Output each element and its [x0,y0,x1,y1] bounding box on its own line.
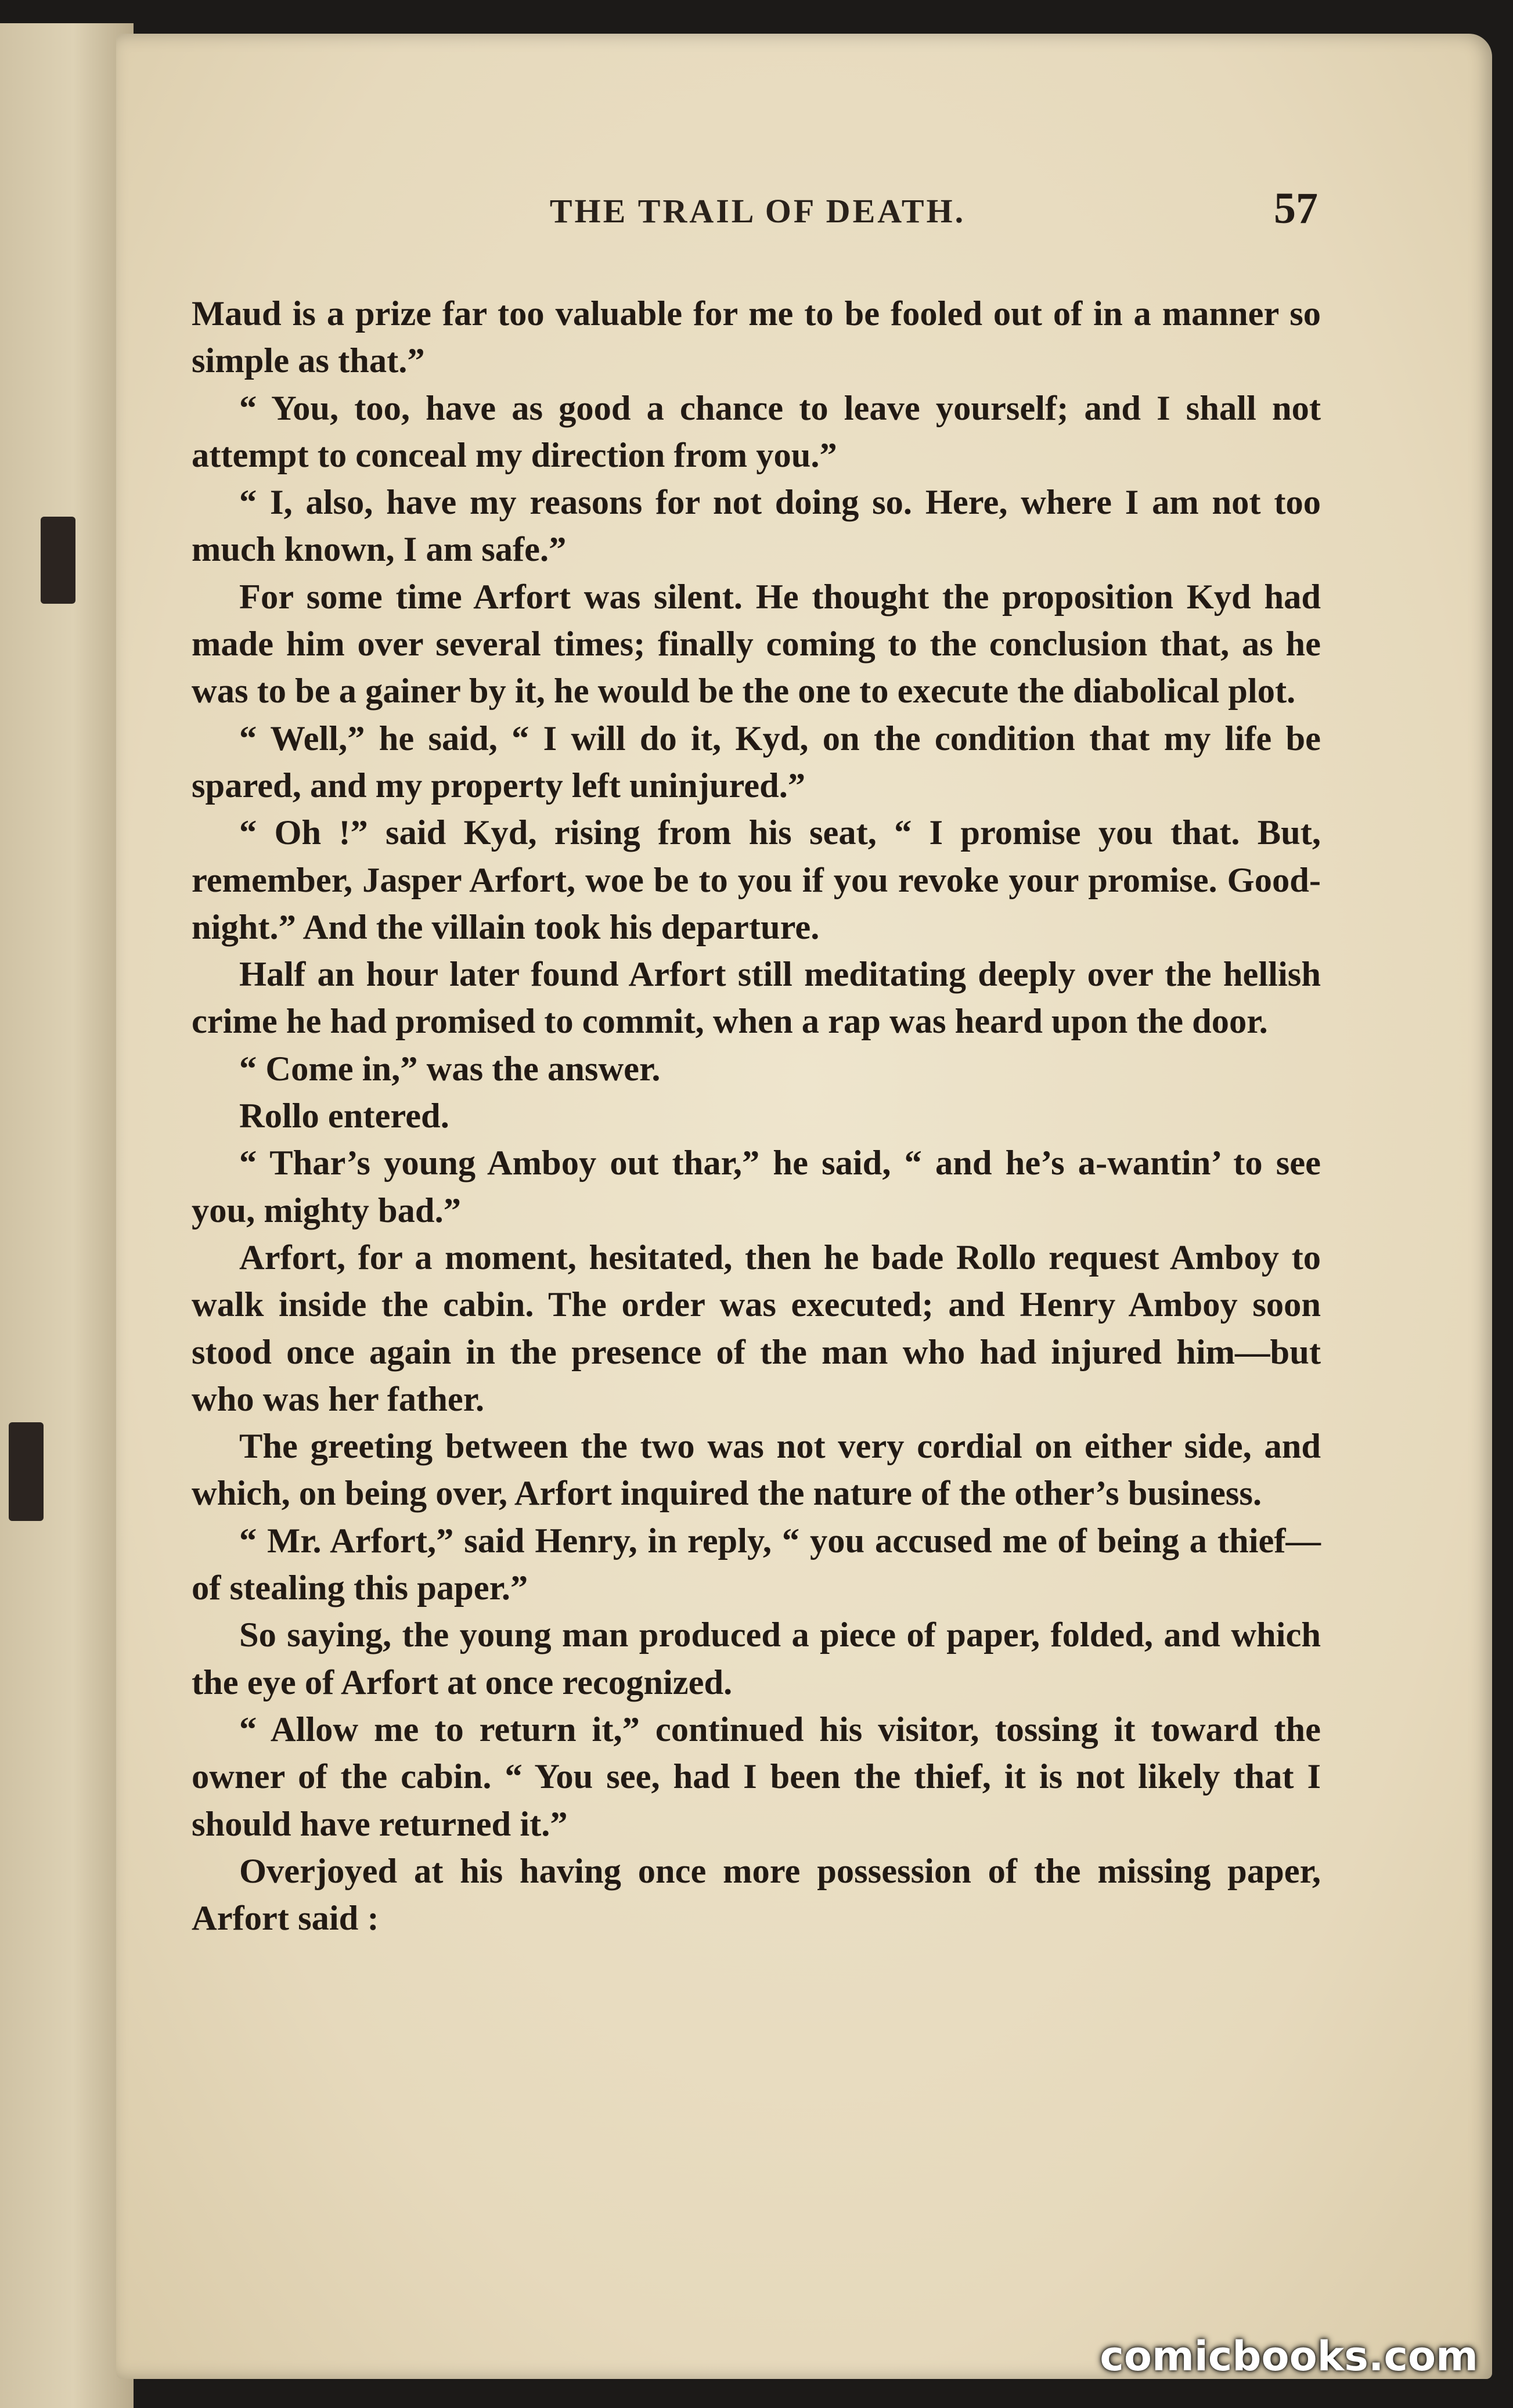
left-page-edge [0,23,134,2408]
paragraph: So saying, the young man produced a piece of paper, folded, and which the eye of Arfort at once recognized. [192,1616,1321,1702]
paragraph: Arfort, for a moment, hesitated, then he bade Rollo request Amboy to walk inside the cabin. The order was executed; and Henry Amboy soon stood once again in the presence of the man who had injured him—but who was her father. [192,1238,1321,1419]
paragraph: For some time Arfort was silent. He thought the proposition Kyd had made him over several times; finally coming to the conclusion that, as he was to be a gainer by it, he would be the one to execute the diabolical plot. [192,577,1321,711]
paragraph: Rollo entered. [239,1097,449,1136]
paragraph: Half an hour later found Arfort still meditating deeply over the hellish crime he had promised to commit, when a rap was heard upon the door. [192,955,1321,1041]
paragraph: “ Come in,” was the answer. [239,1049,661,1088]
paragraph: Maud is a prize far too valuable for me to be fooled out of in a manner so simple as that.” [192,294,1321,381]
paragraph: “ Allow me to return it,” continued his visitor, tossing it toward the owner of the cabin. “ You see, had I been the thief, it is not likely that I should have returned it.” [192,1710,1321,1844]
paragraph: Overjoyed at his having once more possession of the missing paper, Arfort said : [192,1851,1321,1938]
page-header [197,184,1318,244]
torn-binding-mark [9,1422,44,1521]
paragraph: “ Oh !” said Kyd, rising from his seat, “ I promise you that. But, remember, Jasper Arfort, woe be to you if you revoke your promise. Good-night.” And the villain took his departure. [192,813,1321,947]
page-number: 57 [1274,184,1318,233]
paragraph: “ I, also, have my reasons for not doing so. Here, where I am not too much known, I am safe.” [192,483,1321,569]
paragraph: The greeting between the two was not very cordial on either side, and which, on being over, Arfort inquired the nature of the other’s business. [192,1427,1321,1513]
paragraph: “ Mr. Arfort,” said Henry, in reply, “ you accused me of being a thief—of stealing this paper.” [192,1521,1321,1608]
body-text [192,290,1321,1942]
paragraph: “ Thar’s young Amboy out thar,” he said, “ and he’s a-wantin’ to see you, mighty bad.” [192,1144,1321,1230]
site-watermark: comicbooks.com [1100,2333,1478,2380]
torn-binding-mark [41,517,75,604]
paragraph: “ You, too, have as good a chance to leave yourself; and I shall not attempt to conceal my direction from you.” [192,388,1321,475]
paragraph: “ Well,” he said, “ I will do it, Kyd, on the condition that my life be spared, and my property left uninjured.” [192,719,1321,805]
running-head: THE TRAIL OF DEATH. [549,192,966,230]
